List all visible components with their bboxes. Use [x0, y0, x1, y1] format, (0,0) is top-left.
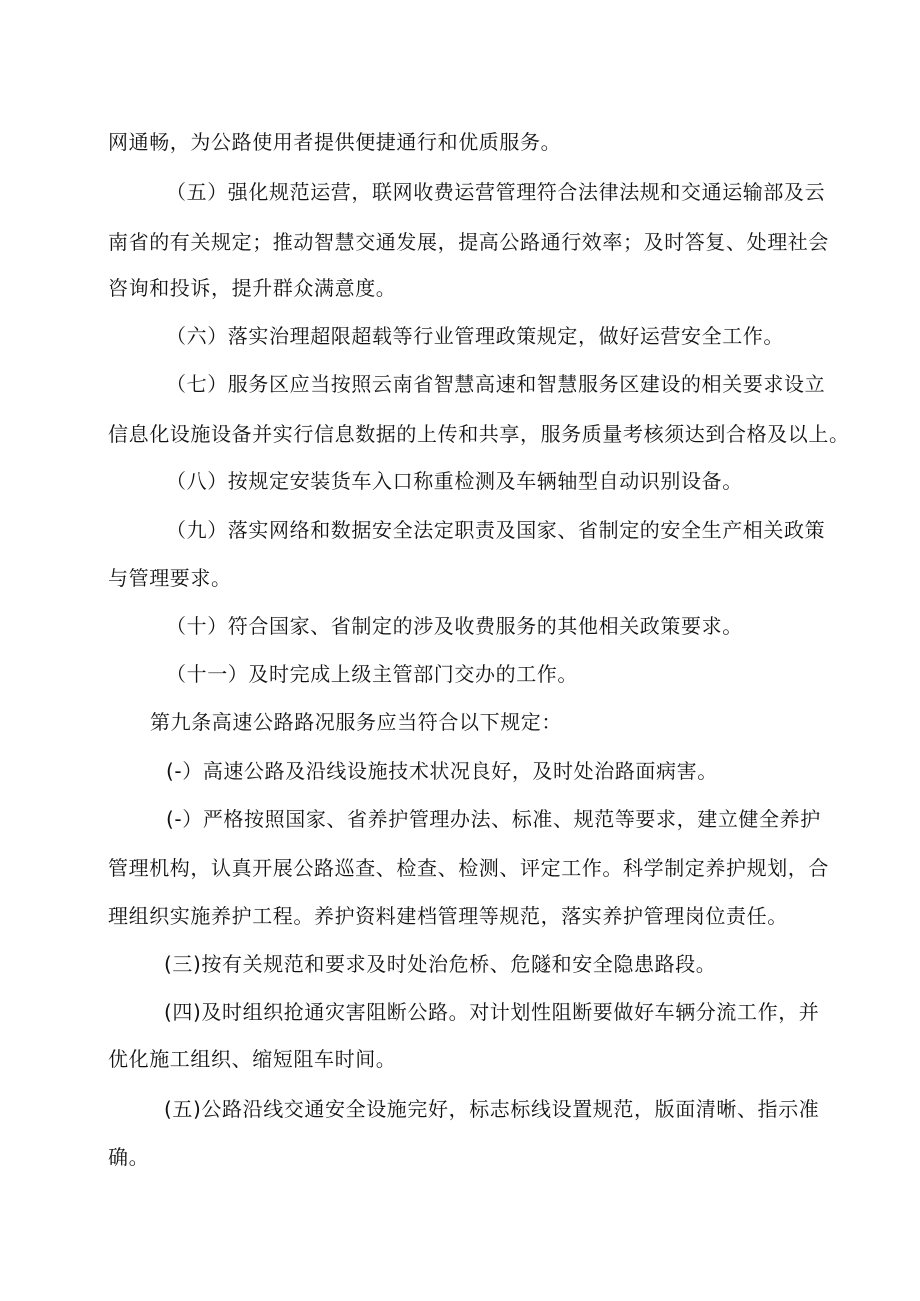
text-line: 确。 [108, 1145, 150, 1169]
text-line: （七）服务区应当按照云南省智慧高速和智慧服务区建设的相关要求设立 [166, 372, 826, 396]
text-line: （十一）及时完成上级主管部门交办的工作。 [166, 662, 578, 686]
text-line: (-）高速公路及沿线设施技术状况良好，及时处治路面病害。 [166, 759, 718, 783]
text-line: 网通畅，为公路使用者提供便捷通行和优质服务。 [108, 130, 562, 154]
text-line: 信息化设施设备并实行信息数据的上传和共享，服务质量考核须达到合格及以上。 [108, 422, 850, 446]
text-line: 管理机构，认真开展公路巡查、检查、检测、评定工作。科学制定养护规划，合 [108, 856, 829, 880]
text-line: 南省的有关规定；推动智慧交通发展，提高公路通行效率；及时答复、处理社会 [108, 230, 829, 254]
text-line: （八）按规定安装货车入口称重检测及车辆轴型自动识别设备。 [166, 469, 743, 493]
text-line: （五）强化规范运营，联网收费运营管理符合法律法规和交通运输部及云 [166, 180, 826, 204]
text-line: (四)及时组织抢通灾害阻断公路。对计划性阻断要做好车辆分流工作，并 [164, 1000, 820, 1024]
text-line: 理组织实施养护工程。养护资料建档管理等规范，落实养护管理岗位责任。 [108, 904, 788, 928]
text-line: 优化施工组织、缩短阻车时间。 [108, 1047, 397, 1071]
text-line: (五)公路沿线交通安全设施完好，标志标线设置规范，版面清晰、指示准 [164, 1097, 820, 1121]
text-line: （九）落实网络和数据安全法定职责及国家、省制定的安全生产相关政策 [166, 518, 826, 542]
text-line: （十）符合国家、省制定的涉及收费服务的其他相关政策要求。 [166, 614, 743, 638]
text-line: (三)按有关规范和要求及时处治危桥、危隧和安全隐患路段。 [164, 952, 717, 976]
text-line: 咨询和投诉，提升群众满意度。 [108, 276, 397, 300]
text-line: (-）严格按照国家、省养护管理办法、标准、规范等要求，建立健全养护 [166, 807, 821, 831]
section-heading: 第九条高速公路路况服务应当符合以下规定： [150, 710, 562, 734]
text-line: 与管理要求。 [108, 566, 232, 590]
text-line: （六）落实治理超限超载等行业管理政策规定，做好运营安全工作。 [166, 324, 784, 348]
